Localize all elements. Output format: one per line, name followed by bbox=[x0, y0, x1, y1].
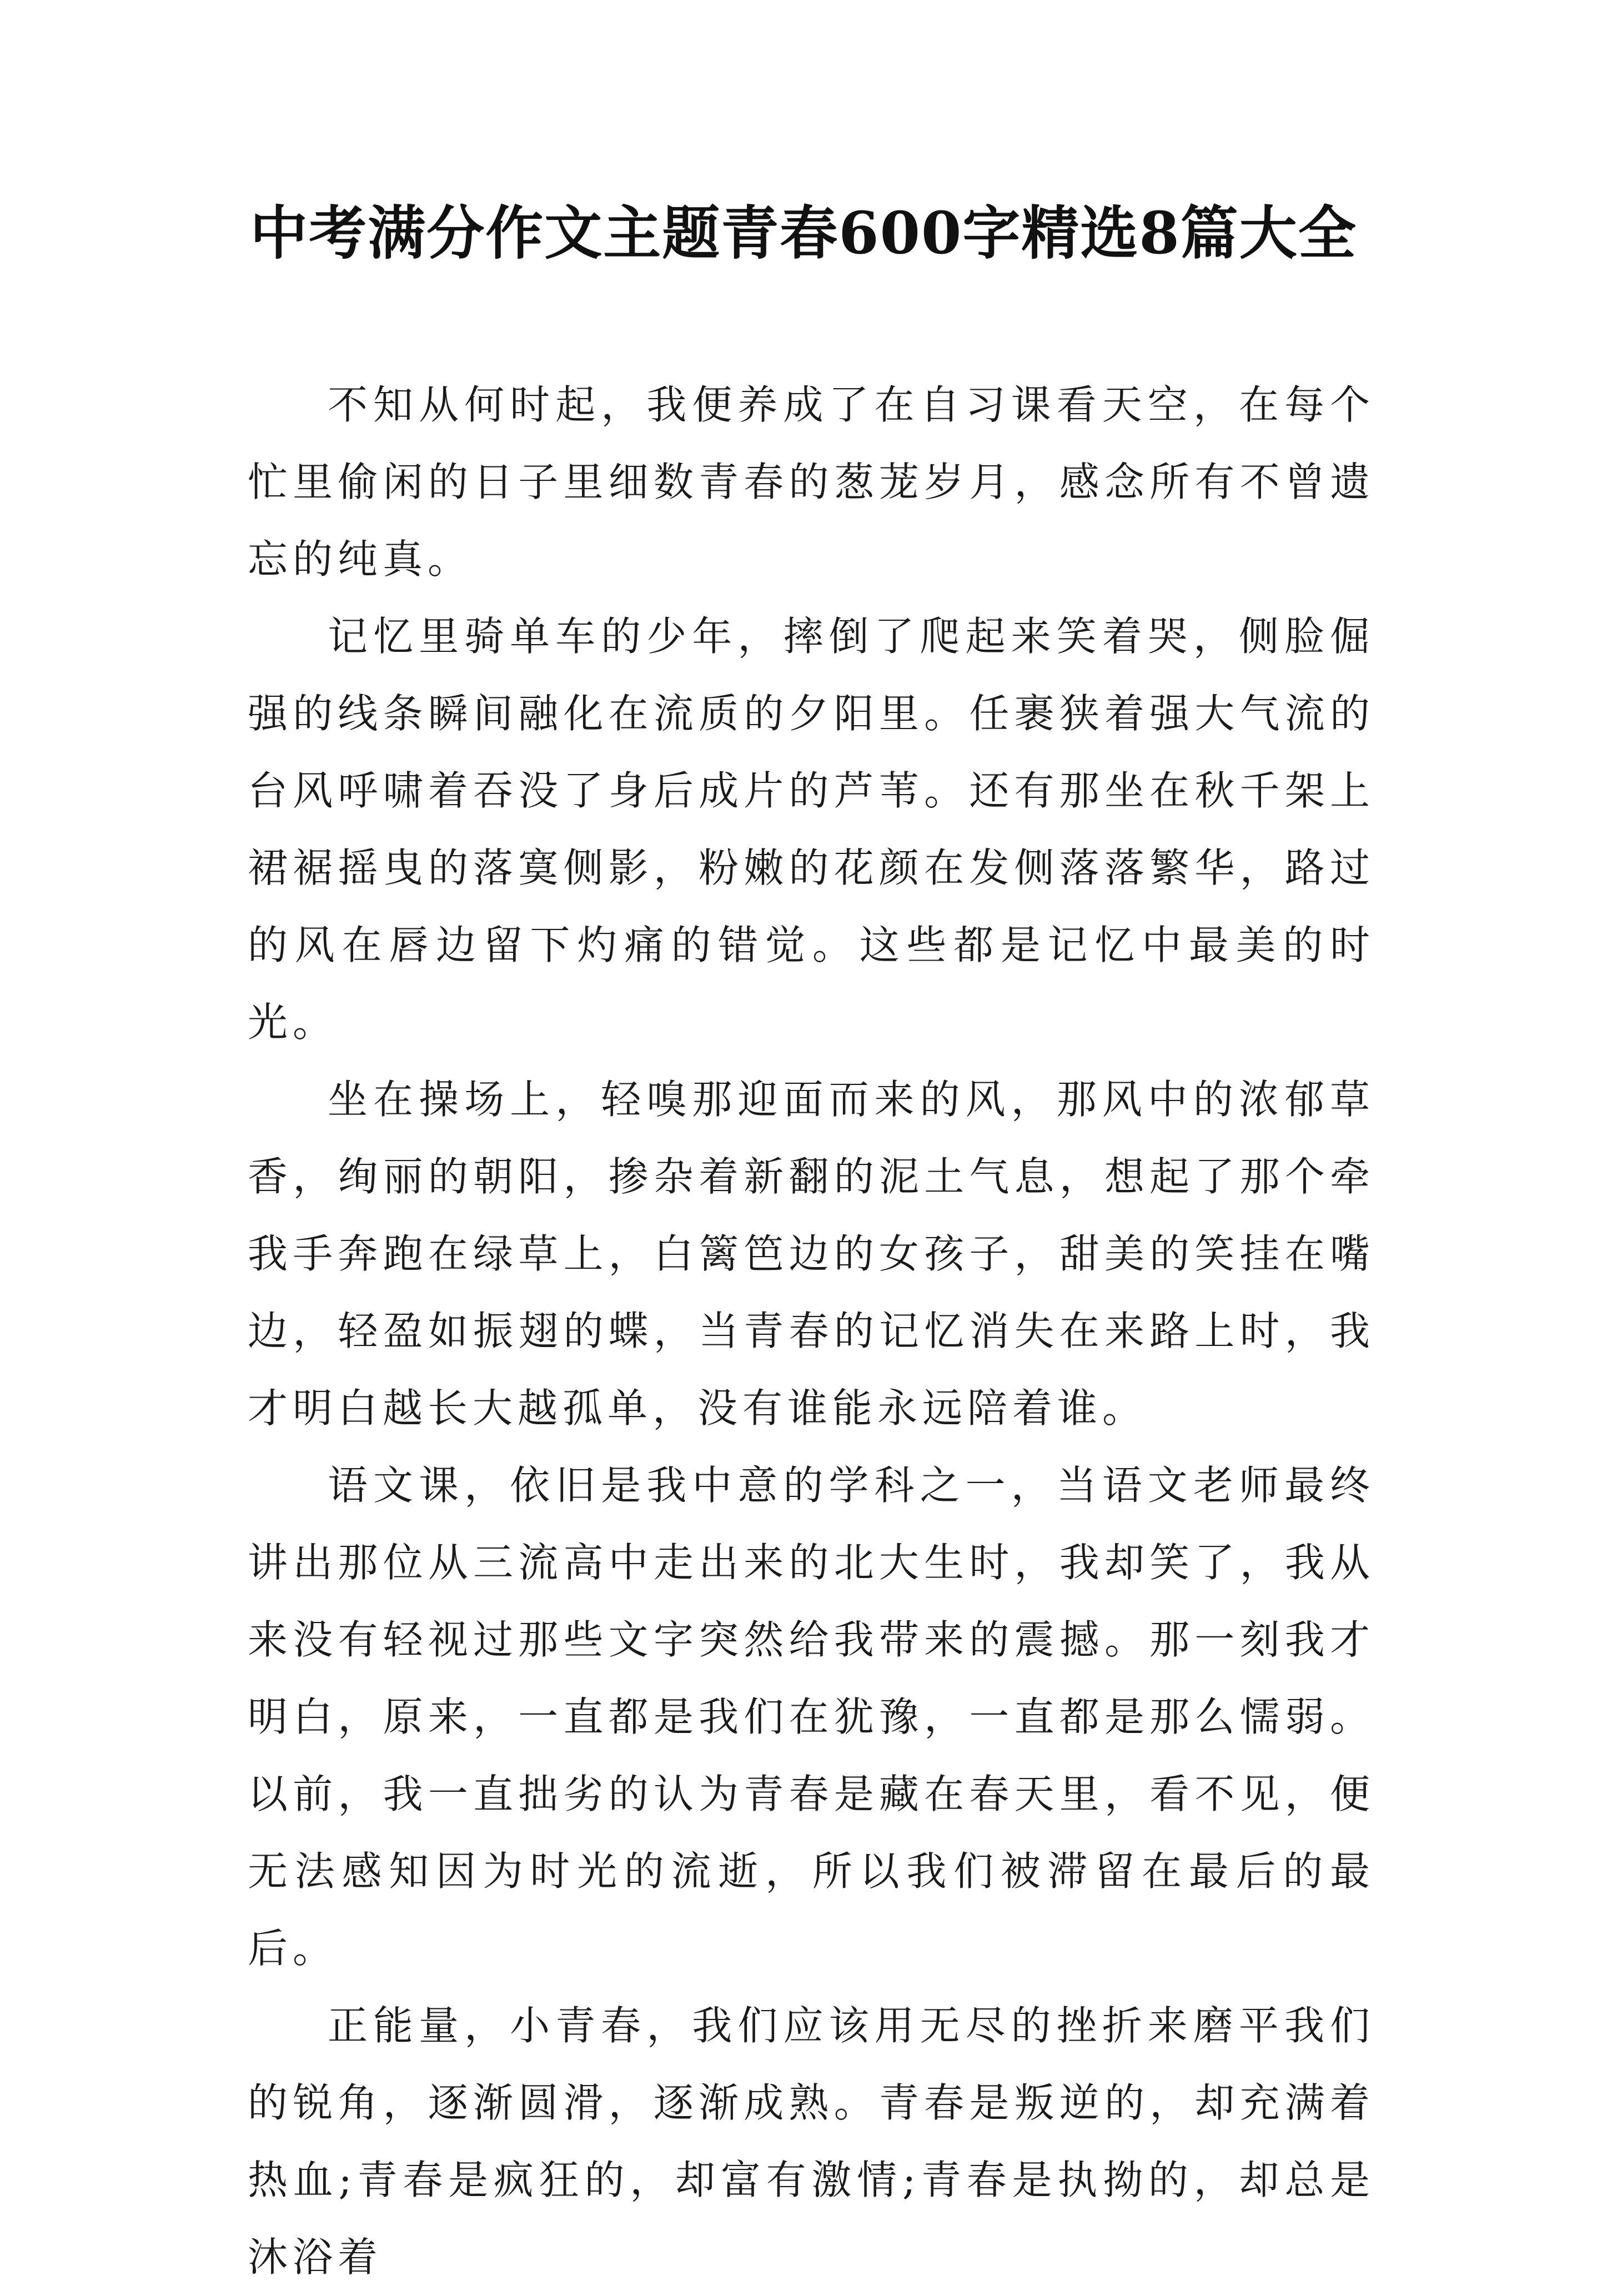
document-title: 中考满分作文主题青春600字精选8篇大全 bbox=[250, 199, 1357, 267]
paragraph: 记忆里骑单车的少年，摔倒了爬起来笑着哭，侧脸倔强的线条瞬间融化在流质的夕阳里。任裹狭着强大气流的台风呼啸着吞没了身后成片的芦苇。还有那坐在秋千架上裙裾摇曳的落寞侧影，粉嫩的花颜在发侧落落繁华，路过的风在唇边留下灼痛的错觉。这些都是记忆中最美的时光。 bbox=[248, 613, 1375, 1046]
paragraph: 坐在操场上，轻嗅那迎面而来的风，那风中的浓郁草香，绚丽的朝阳，掺杂着新翻的泥土气息，想起了那个牵我手奔跑在绿草上，白篱笆边的女孩子，甜美的笑挂在嘴边，轻盈如振翅的蝶，当青春的记忆消失在来路上时，我才明白越长大越孤单，没有谁能永远陪着谁。 bbox=[248, 1076, 1375, 1431]
paragraph: 正能量，小青春，我们应该用无尽的挫折来磨平我们的锐角，逐渐圆滑，逐渐成熟。青春是叛逆的，却充满着热血;青春是疯狂的，却富有激情;青春是执拗的，却总是沐浴着 bbox=[248, 2002, 1375, 2280]
paragraph: 不知从何时起，我便养成了在自习课看天空，在每个忙里偷闲的日子里细数青春的葱茏岁月，感念所有不曾遗忘的纯真。 bbox=[248, 381, 1375, 582]
paragraph: 语文课，依旧是我中意的学科之一，当语文老师最终讲出那位从三流高中走出来的北大生时，我却笑了，我从来没有轻视过那些文字突然给我带来的震撼。那一刻我才明白，原来，一直都是我们在犹豫，一直都是那么懦弱。以前，我一直拙劣的认为青春是藏在春天里，看不见，便无法感知因为时光的流逝，所以我们被滞留在最后的最后。 bbox=[248, 1462, 1375, 1972]
document-body bbox=[248, 366, 1375, 2296]
